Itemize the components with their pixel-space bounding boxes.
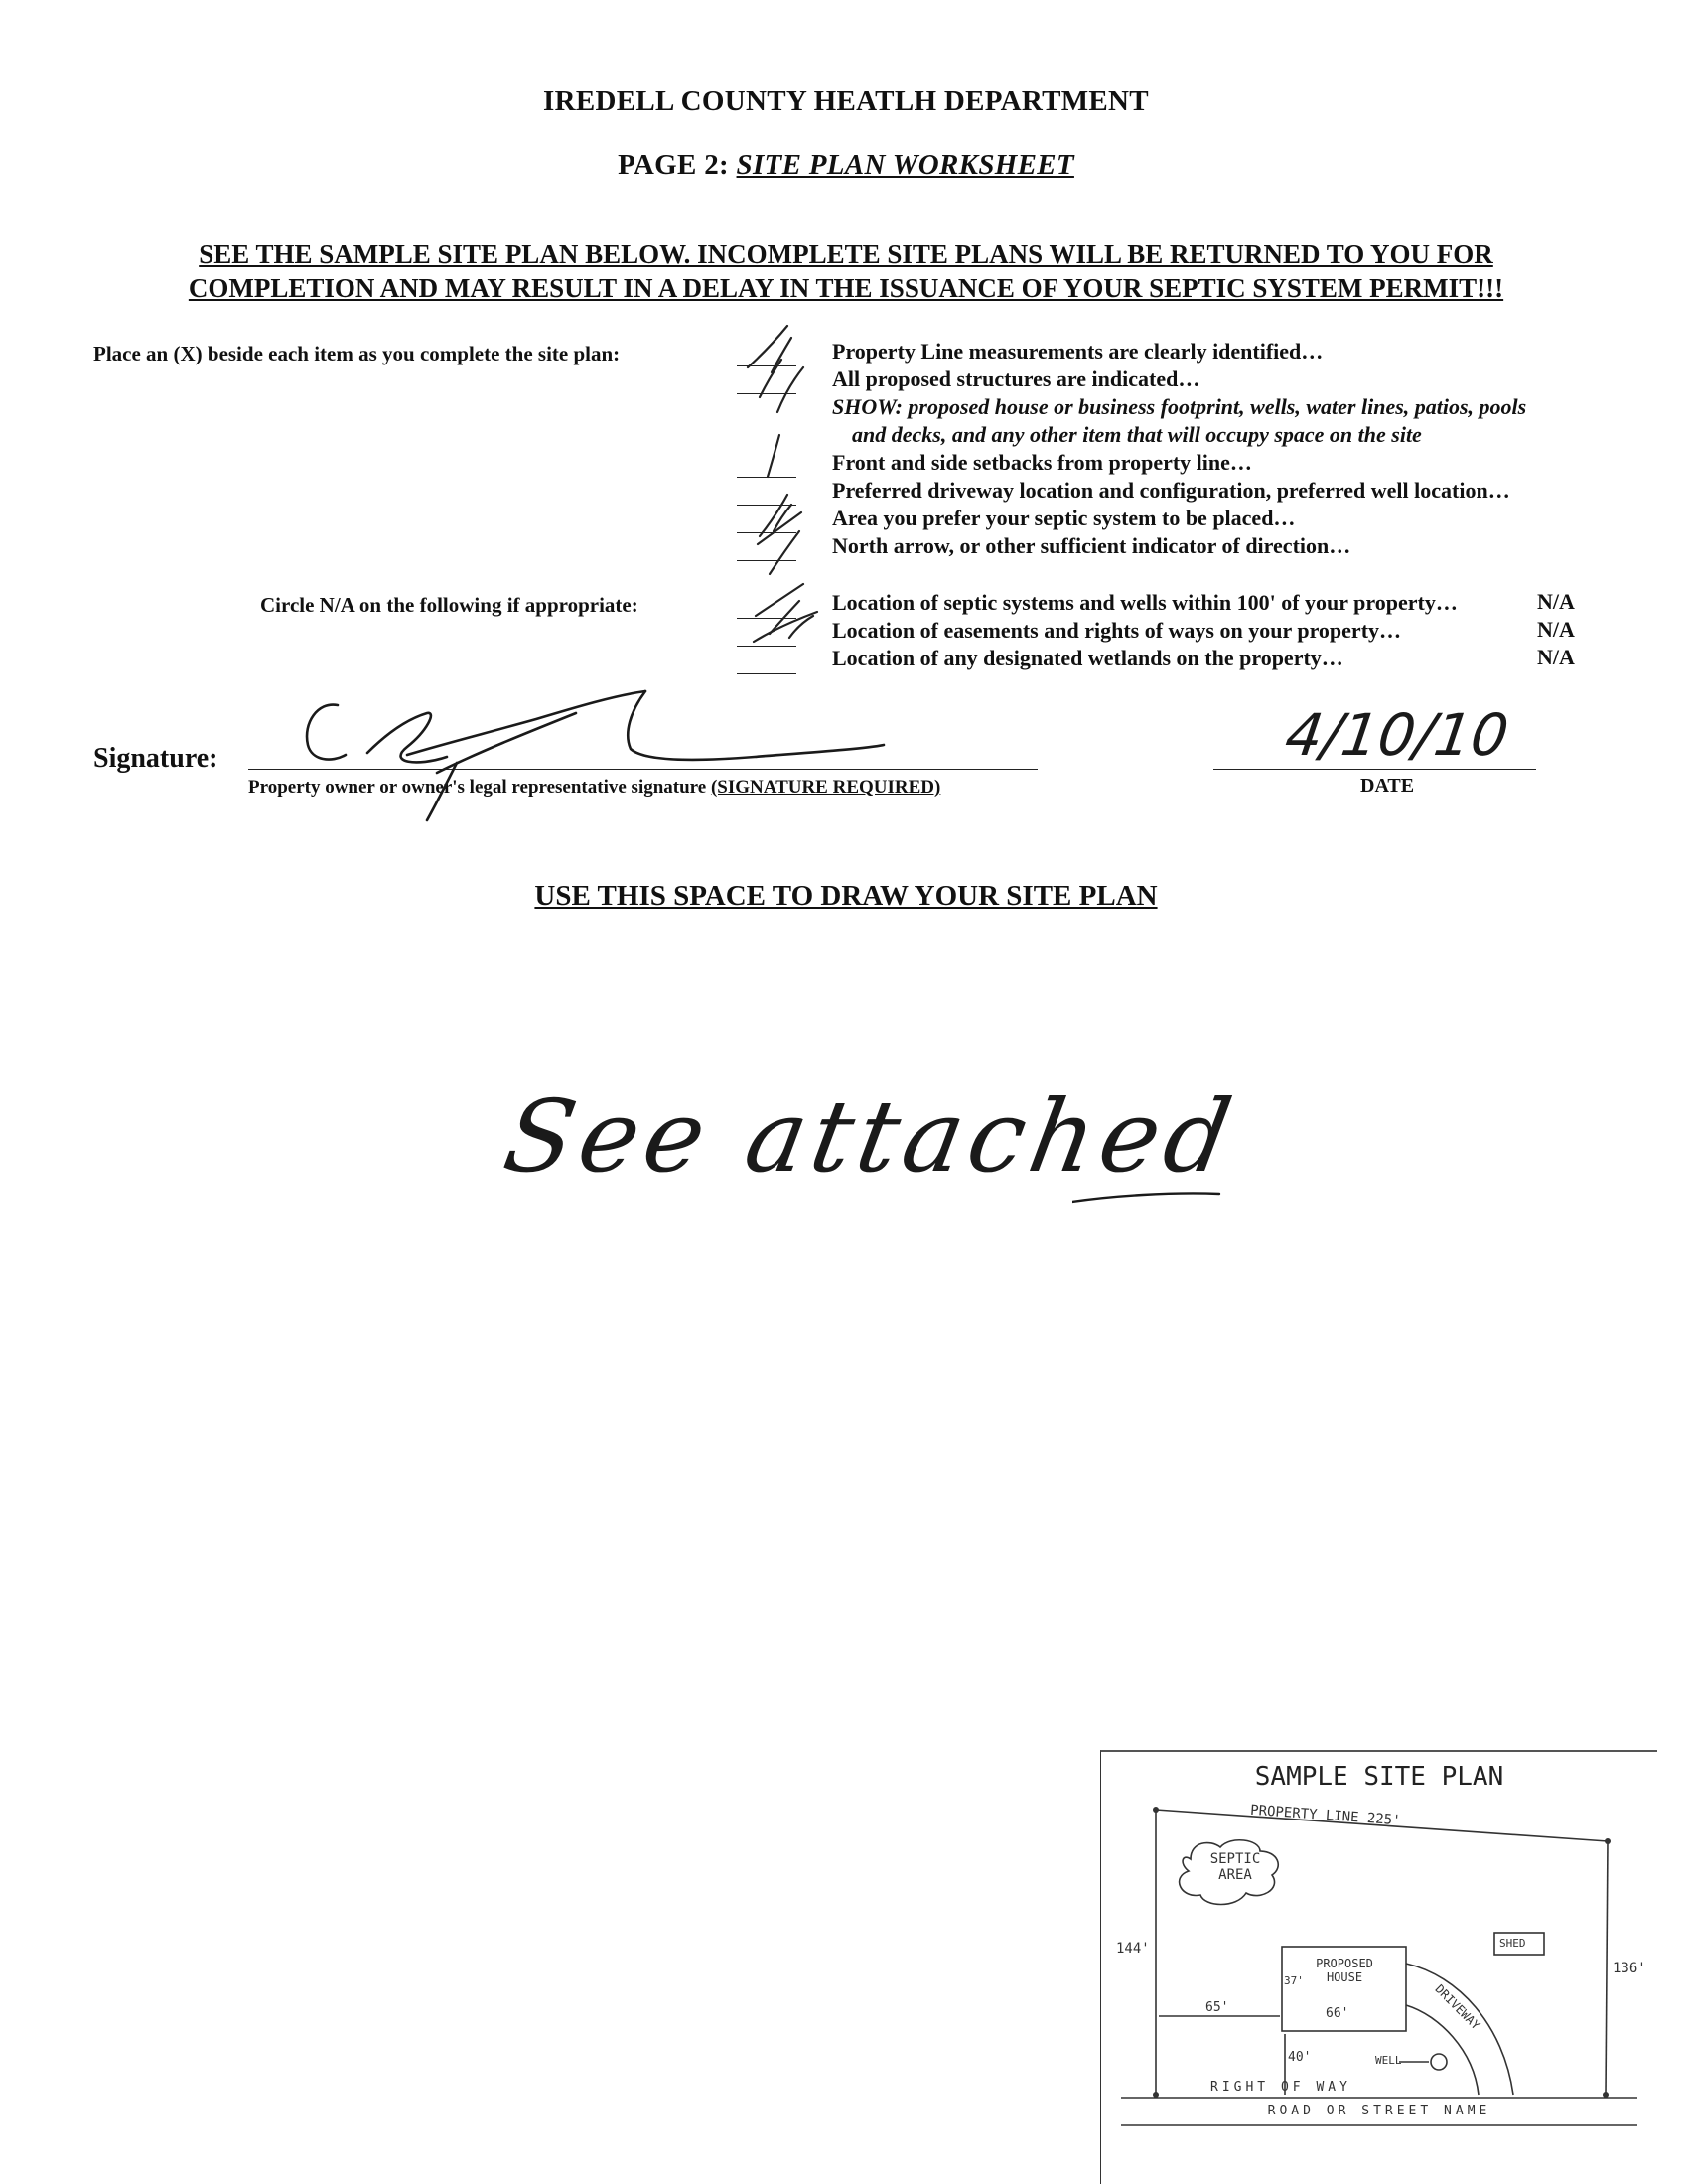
department-title: IREDELL COUNTY HEATLH DEPARTMENT (543, 85, 1149, 117)
checklist-instruction: Place an (X) beside each item as you complete the site plan: (93, 342, 621, 365)
date-value: 4/10/10 (1281, 701, 1513, 769)
note-underline (1072, 1172, 1221, 1212)
handwritten-check-marks (730, 318, 829, 685)
warning-line-2: COMPLETION AND MAY RESULT IN A DELAY IN THE ISSUANCE OF YOUR SEPTIC SYSTEM PERMIT!!! (188, 273, 1504, 303)
sample-site-plan (1100, 1750, 1657, 2184)
warning-line-1: SEE THE SAMPLE SITE PLAN BELOW. INCOMPLETE SITE PLANS WILL BE RETURNED TO YOU FOR (199, 239, 1493, 269)
sample-house-depth: 37' (1284, 1974, 1304, 1987)
sample-right-measure: 136' (1613, 1961, 1646, 1976)
optional-instruction: Circle N/A on the following if appropriate: (260, 593, 638, 617)
na-option: N/A (1537, 645, 1575, 669)
signature-required: (SIGNATURE REQUIRED) (710, 777, 941, 798)
sample-property-line: PROPERTY LINE 225' (1249, 1802, 1402, 1829)
checklist-item: Front and side setbacks from property line… (832, 450, 1252, 475)
sample-right-of-way: RIGHT OF WAY (1210, 2080, 1351, 2095)
checklist-item: SHOW: proposed house or business footprint, wells, water lines, patios, pools (832, 394, 1527, 419)
na-option: N/A (1537, 617, 1575, 642)
checklist-item: All proposed structures are indicated… (832, 366, 1200, 391)
checklist-item: Preferred driveway location and configuration, preferred well location… (832, 478, 1510, 503)
sample-septic-area: SEPTIC AREA (1209, 1851, 1261, 1883)
sample-house: PROPOSED HOUSE (1316, 1957, 1373, 1984)
sample-plan-title: SAMPLE SITE PLAN (1254, 1762, 1504, 1792)
handwritten-signature (288, 683, 904, 822)
handwritten-note: See attached (495, 1079, 1246, 1195)
sample-shed: SHED (1499, 1937, 1526, 1950)
checklist-item: Area you prefer your septic system to be placed… (832, 506, 1296, 530)
signature-caption-text: Property owner or owner's legal representative signature (248, 777, 707, 798)
sample-side-setback: 65' (1205, 2000, 1229, 2015)
sample-well: WELL (1375, 2054, 1402, 2067)
checklist-item: Property Line measurements are clearly identified… (832, 339, 1324, 364)
optional-item: Location of any designated wetlands on the property… (832, 646, 1343, 670)
checklist-item: and decks, and any other item that will occupy space on the site (852, 422, 1422, 447)
date-label: DATE (1360, 775, 1415, 797)
sample-road: ROAD OR STREET NAME (1267, 2104, 1491, 2118)
page-title-text: SITE PLAN WORKSHEET (736, 149, 1074, 181)
page-prefix: PAGE 2: (618, 149, 729, 181)
draw-area-heading: USE THIS SPACE TO DRAW YOUR SITE PLAN (534, 880, 1158, 912)
sample-front-setback: 40' (1288, 2050, 1312, 2065)
signature-label: Signature: (93, 743, 218, 774)
optional-item: Location of easements and rights of ways on your property… (832, 618, 1402, 643)
sample-left-measure: 144' (1116, 1941, 1150, 1957)
sample-driveway: DRIVEWAY (1432, 1981, 1483, 2033)
optional-item: Location of septic systems and wells within 100' of your property… (832, 590, 1458, 615)
checklist-item: North arrow, or other sufficient indicator of direction… (832, 533, 1351, 558)
sample-house-width: 66' (1326, 2006, 1349, 2021)
na-option: N/A (1537, 589, 1575, 614)
page-title (0, 149, 1692, 182)
